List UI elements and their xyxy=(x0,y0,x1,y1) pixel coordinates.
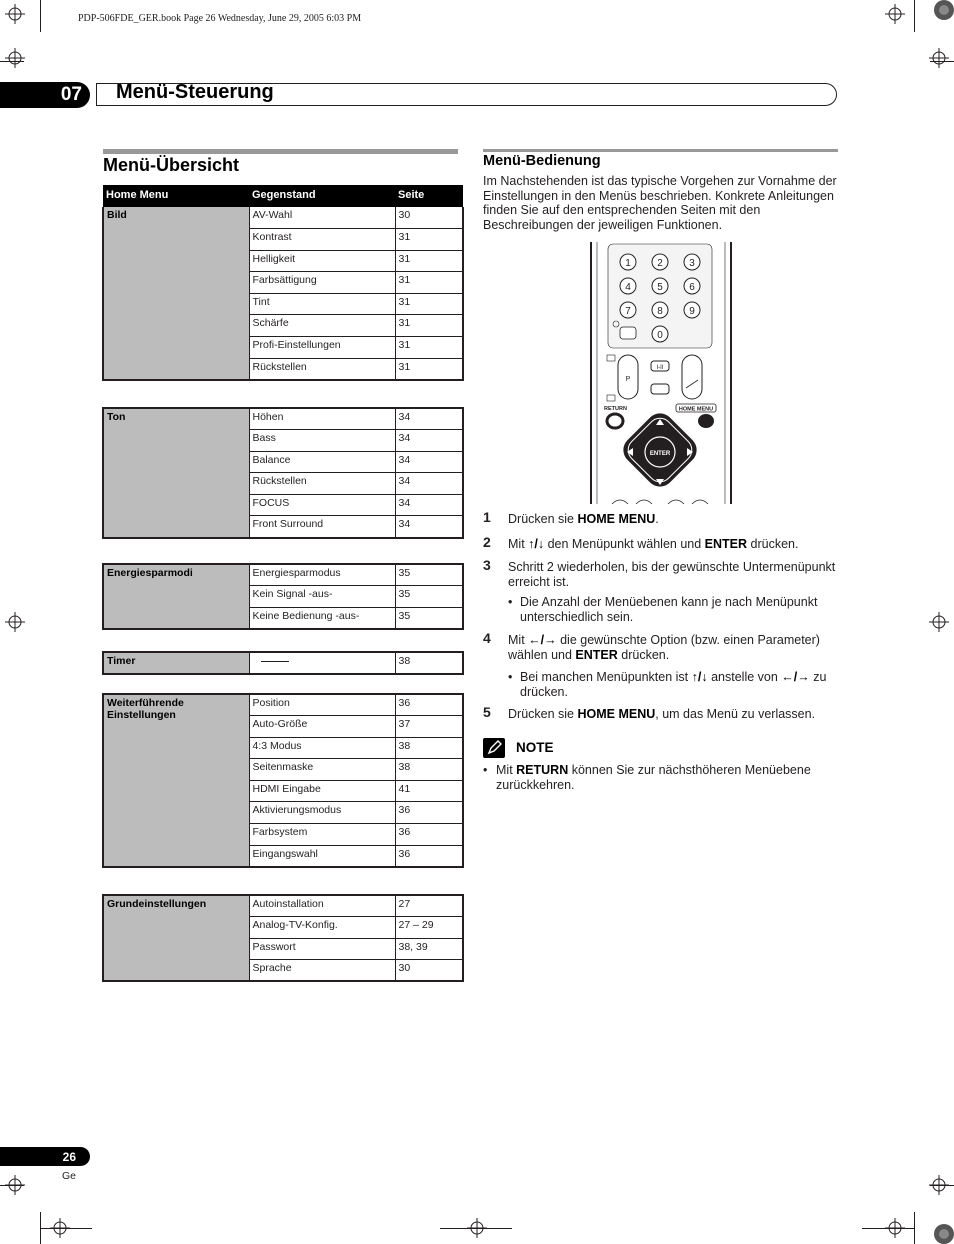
page-cell: 37 xyxy=(395,716,463,738)
step-5 xyxy=(483,704,843,722)
category-cell: Grundeinstellungen xyxy=(103,895,249,981)
crop-line xyxy=(930,61,954,62)
step-text: den Menüpunkt wählen und xyxy=(544,537,705,551)
page-cell: 31 xyxy=(395,337,463,359)
table-row xyxy=(103,652,463,674)
item-cell: Position xyxy=(249,694,395,716)
step-number: 3 xyxy=(483,557,491,573)
page-cell: 38, 39 xyxy=(395,938,463,960)
step-text: die gewünschte Option (bzw. einen Parameter) wählen und xyxy=(508,633,820,662)
header-home-menu: Home Menu xyxy=(103,185,249,207)
page-cell: 36 xyxy=(395,802,463,824)
step-number: 2 xyxy=(483,534,491,550)
registration-mark-icon xyxy=(929,48,949,68)
step-4 xyxy=(483,630,843,662)
enter-label: ENTER xyxy=(649,451,671,457)
step-text: Schritt 2 wiederholen, bis der gewünschte Untermenüpunkt erreicht ist. xyxy=(508,560,836,589)
step-text: Drücken sie xyxy=(508,707,578,721)
input-label: I-II xyxy=(656,365,664,371)
page-cell: 27 – 29 xyxy=(395,917,463,939)
crop-line xyxy=(0,61,24,62)
up-down-arrows-icon: ↑/↓ xyxy=(691,670,708,684)
bullet-text: Bei manchen Menüpunkten ist xyxy=(520,670,692,684)
page-cell: 35 xyxy=(395,586,463,608)
table-row xyxy=(103,207,463,229)
crop-line xyxy=(40,1212,41,1244)
page-cell: 34 xyxy=(395,408,463,430)
bullet-dot: • xyxy=(508,670,513,684)
intro-paragraph: Im Nachstehenden ist das typische Vorgehen zur Vornahme der Einstellungen in den Menüs beschrieben. Konkrete Anleitungen finden Sie auf den entsprechenden Seiten mit den Beschreibungen der jeweiligen Funktionen. xyxy=(483,174,837,232)
item-cell: Analog-TV-Konfig. xyxy=(249,917,395,939)
item-cell: Rückstellen xyxy=(249,358,395,380)
crop-line xyxy=(40,1228,92,1229)
menu-table-ton xyxy=(102,407,464,539)
menu-table-grundeinstellungen xyxy=(102,894,464,982)
digit-label: 9 xyxy=(689,306,695,317)
step-text: Drücken sie xyxy=(508,512,578,526)
section-rule xyxy=(483,149,838,152)
digit-label: 2 xyxy=(657,258,663,269)
page-cell: 35 xyxy=(395,607,463,629)
page-cell: 27 xyxy=(395,895,463,917)
page-cell: 34 xyxy=(395,473,463,495)
item-cell: Keine Bedienung -aus- xyxy=(249,607,395,629)
note-text-part: Mit xyxy=(496,763,517,777)
page-cell: 31 xyxy=(395,250,463,272)
item-cell: Eingangswahl xyxy=(249,845,395,867)
page-cell: 31 xyxy=(395,315,463,337)
note-text xyxy=(483,763,838,792)
crop-line xyxy=(40,0,41,32)
remote-control-illustration xyxy=(590,242,732,504)
item-cell: Schärfe xyxy=(249,315,395,337)
header-item: Gegenstand xyxy=(249,185,395,207)
page-cell: 38 xyxy=(395,759,463,781)
note-text-part: können Sie zur nächsthöheren Menüebene zurückkehren. xyxy=(496,763,811,792)
item-cell: HDMI Eingabe xyxy=(249,780,395,802)
item-cell: Farbsystem xyxy=(249,824,395,846)
note-pencil-icon xyxy=(483,738,505,758)
page-cell: 34 xyxy=(395,430,463,452)
step-text: Mit xyxy=(508,633,529,647)
registration-mark-icon xyxy=(5,48,25,68)
digit-label: 8 xyxy=(657,306,663,317)
page-cell: 31 xyxy=(395,358,463,380)
item-cell: Front Surround xyxy=(249,516,395,538)
item-cell: Höhen xyxy=(249,408,395,430)
menu-table-energiesparmodi xyxy=(102,563,464,630)
step-text: . xyxy=(655,512,659,526)
page-cell: 34 xyxy=(395,494,463,516)
category-cell: Energiesparmodi xyxy=(103,564,249,629)
color-target-icon xyxy=(932,1222,954,1244)
page-cell: 36 xyxy=(395,694,463,716)
crop-line xyxy=(914,1212,915,1244)
header-page: Seite xyxy=(395,185,463,207)
crop-line xyxy=(930,1185,954,1186)
table-row xyxy=(103,408,463,430)
registration-mark-icon xyxy=(5,4,25,24)
digit-label: 3 xyxy=(689,258,695,269)
menu-table-bild xyxy=(102,185,464,381)
item-cell: Seitenmaske xyxy=(249,759,395,781)
digit-label: 6 xyxy=(689,282,695,293)
step-strong: ENTER xyxy=(575,647,618,662)
registration-mark-icon xyxy=(5,612,25,632)
menu-table-weiterfuehrende xyxy=(102,693,464,868)
bullet-dot: • xyxy=(508,595,513,609)
chapter-title: Menü-Steuerung xyxy=(116,81,274,103)
page-cell: 30 xyxy=(395,207,463,229)
item-cell: Auto-Größe xyxy=(249,716,395,738)
section-title-operation: Menü-Bedienung xyxy=(483,153,601,169)
step-text: , um das Menü zu verlassen. xyxy=(655,707,816,721)
page-cell: 41 xyxy=(395,780,463,802)
category-cell: Ton xyxy=(103,408,249,538)
item-cell: AV-Wahl xyxy=(249,207,395,229)
page-cell: 31 xyxy=(395,293,463,315)
item-cell xyxy=(249,652,395,674)
home-menu-label: HOME MENU xyxy=(678,406,714,413)
item-cell: Energiesparmodus xyxy=(249,564,395,586)
digit-label: 0 xyxy=(657,330,663,341)
category-cell: Timer xyxy=(103,652,249,674)
page-cell: 34 xyxy=(395,516,463,538)
page-cell: 38 xyxy=(395,737,463,759)
step-2 xyxy=(483,534,843,552)
item-cell: Sprache xyxy=(249,960,395,982)
bullet-text: Die Anzahl der Menüebenen kann je nach Menüpunkt unterschiedlich sein. xyxy=(520,595,818,624)
note-strong: RETURN xyxy=(516,763,569,777)
section-title-overview: Menü-Übersicht xyxy=(103,155,240,175)
step-4-bullet xyxy=(508,670,838,699)
bullet-dot: • xyxy=(483,763,488,777)
up-down-arrows-icon: ↑/↓ xyxy=(528,537,545,551)
dash-line xyxy=(261,661,289,662)
bullet-text: anstelle von xyxy=(707,670,782,684)
section-rule xyxy=(103,149,458,154)
page-number: 26 xyxy=(0,1147,90,1166)
item-cell: Kein Signal -aus- xyxy=(249,586,395,608)
crop-line xyxy=(862,1228,914,1229)
color-target-icon xyxy=(932,0,954,22)
step-number: 5 xyxy=(483,704,491,720)
left-right-arrows-icon: ←/→ xyxy=(781,670,810,684)
table-row xyxy=(103,895,463,917)
item-cell: Kontrast xyxy=(249,229,395,251)
item-cell: Autoinstallation xyxy=(249,895,395,917)
digit-label: 4 xyxy=(625,282,631,293)
item-cell: Profi-Einstellungen xyxy=(249,337,395,359)
page-cell: 34 xyxy=(395,451,463,473)
step-text: Mit xyxy=(508,537,529,551)
digit-label: 7 xyxy=(625,306,631,317)
page-cell: 31 xyxy=(395,229,463,251)
item-cell: Aktivierungsmodus xyxy=(249,802,395,824)
channel-label: P xyxy=(625,376,631,383)
step-number: 4 xyxy=(483,630,491,646)
step-strong: HOME MENU xyxy=(577,707,656,721)
table-header-row xyxy=(103,185,463,207)
language-code: Ge xyxy=(62,1170,77,1182)
step-text: drücken. xyxy=(617,647,670,662)
step-3-bullet xyxy=(508,595,838,624)
step-strong: ENTER xyxy=(704,537,748,551)
crop-line xyxy=(440,1228,512,1229)
menu-table-timer xyxy=(102,651,464,675)
step-text: drücken. xyxy=(747,537,799,551)
item-cell: Rückstellen xyxy=(249,473,395,495)
item-cell: Helligkeit xyxy=(249,250,395,272)
item-cell: Bass xyxy=(249,430,395,452)
page-cell: 31 xyxy=(395,272,463,294)
registration-mark-icon xyxy=(885,4,905,24)
item-cell: 4:3 Modus xyxy=(249,737,395,759)
step-strong: HOME MENU xyxy=(577,512,656,526)
step-3 xyxy=(483,557,843,589)
item-cell: Passwort xyxy=(249,938,395,960)
step-1 xyxy=(483,509,843,527)
category-cell: Bild xyxy=(103,207,249,380)
step-number: 1 xyxy=(483,509,491,525)
table-row xyxy=(103,694,463,716)
page-cell: 38 xyxy=(395,652,463,674)
crop-line xyxy=(0,1185,24,1186)
item-cell: Tint xyxy=(249,293,395,315)
item-cell: Farbsättigung xyxy=(249,272,395,294)
digit-label: 1 xyxy=(625,258,631,269)
chapter-number: 07 xyxy=(0,82,90,108)
crop-line xyxy=(914,0,915,32)
left-right-arrows-icon: ←/→ xyxy=(528,633,557,647)
item-cell: Balance xyxy=(249,451,395,473)
note-label: NOTE xyxy=(516,740,554,755)
return-label: RETURN xyxy=(604,406,627,412)
page-cell: 36 xyxy=(395,824,463,846)
digit-label: 5 xyxy=(657,282,663,293)
bullet-text: zu drücken. xyxy=(520,670,827,699)
file-header: PDP-506FDE_GER.book Page 26 Wednesday, June 29, 2005 6:03 PM xyxy=(78,13,362,24)
category-cell: Weiterführende Einstellungen xyxy=(103,694,249,867)
table-row xyxy=(103,564,463,586)
item-cell: FOCUS xyxy=(249,494,395,516)
page-cell: 30 xyxy=(395,960,463,982)
page-cell: 35 xyxy=(395,564,463,586)
page-cell: 36 xyxy=(395,845,463,867)
registration-mark-icon xyxy=(929,612,949,632)
